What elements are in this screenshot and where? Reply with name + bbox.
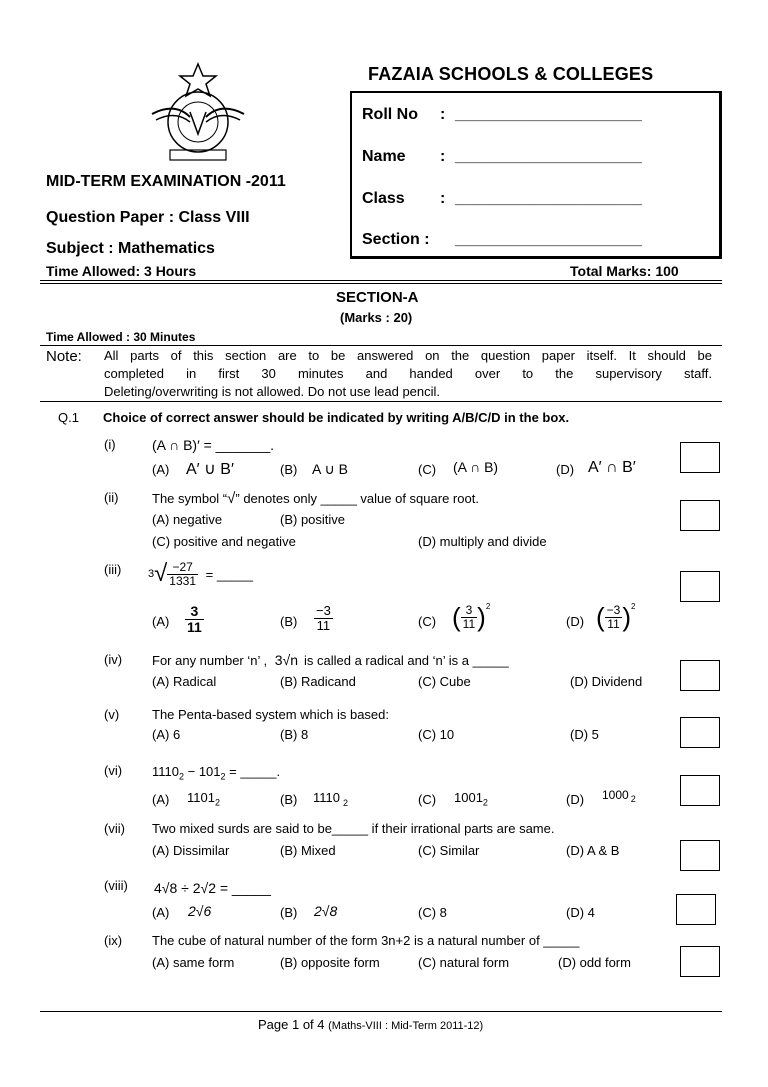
answer-box[interactable] [680,775,720,806]
part-id: (vii) [104,821,125,836]
part-id: (iv) [104,652,123,667]
school-name: FAZAIA SCHOOLS & COLLEGES [368,64,654,84]
option-value: 1000 $_2$ [602,788,636,805]
part-stem: The cube of natural number of the form 3n+2 is a natural number of _____ [152,933,580,948]
option-label: (D) [566,792,585,807]
option: (A) same form [152,955,235,970]
part-stem: $1110_2 - 101_2$ = _____. [152,764,281,782]
part-id: (viii) [104,878,128,893]
part-id: (v) [104,707,120,722]
option-label: (B) [280,792,298,807]
section-time: Time Allowed : 30 Minutes [46,330,196,344]
part-id: (vi) [104,763,123,778]
note-rule-top [40,345,722,346]
option: (A) Dissimilar [152,843,230,858]
option-label: (D) [556,462,575,477]
option-value: A′ ∪ B′ [186,461,234,478]
note-rule-bottom [40,401,722,402]
option: (C) natural form [418,955,510,970]
roll-no-blank[interactable]: _____________________ [455,106,642,123]
question-instruction: Choice of correct answer should be indicated by writing A/B/C/D in the box. [103,410,570,425]
section-blank[interactable]: _____________________ [455,231,642,248]
option: (C) 8 [418,905,447,920]
subject-title: Subject : Mathematics [46,240,215,257]
header-rule-2 [40,283,722,284]
note-label: Note: [46,348,82,365]
option-label: (C) [418,614,437,629]
option: (D) multiply and divide [418,534,547,549]
option: (D) Dividend [570,674,643,689]
option-value: ( $\frac{3}{11}$ )$^2$ [452,602,491,632]
part-stem: Two mixed surds are said to be_____ if their irrational parts are same. [152,821,555,836]
option: (B) Radicand [280,674,356,689]
time-allowed: Time Allowed: 3 Hours [46,263,197,279]
paper-title: Question Paper : Class VIII [46,209,250,226]
answer-box[interactable] [680,571,720,602]
answer-box[interactable] [676,894,716,925]
answer-box[interactable] [680,946,720,977]
option: (B) 8 [280,727,309,742]
roll-no-label: Roll No [362,106,418,123]
option-value: $\frac{3}{11}$ [187,603,202,635]
answer-box[interactable] [680,717,720,748]
option-value: 2√8 [314,903,338,919]
class-blank[interactable]: _____________________ [455,190,642,207]
option-label: (B) [280,905,298,920]
part-stem: The Penta-based system which is based: [152,707,390,722]
note-line-1: All parts of this section are to be answered on the question paper itself. It should be [104,348,712,363]
option-value: $1001_2$ [454,790,488,808]
part-stem: (A ∩ B)′ = _______. [152,437,275,453]
part-id: (ii) [104,490,119,505]
name-sep: : [440,148,446,165]
option: (D) A & B [566,843,620,858]
question-number: Q.1 [58,410,79,425]
part-stem: For any number ‘n’ , 3√n is called a radical and ‘n’ is a _____ [152,652,509,668]
option-label: (A) [152,792,170,807]
option-label: (C) [418,462,437,477]
option: (B) opposite form [280,955,380,970]
footer-rule [40,1011,722,1012]
section-title: SECTION-A [336,289,419,306]
option-value: 1110 $_2$ [313,790,349,808]
part-id: (iii) [104,562,122,577]
option-value: A′ ∩ B′ [588,459,636,476]
option-label: (A) [152,462,170,477]
roll-no-sep: : [440,106,446,123]
answer-box[interactable] [680,660,720,691]
name-blank[interactable]: _____________________ [455,148,642,165]
option-label: (A) [152,614,170,629]
note-line-2: completed in first 30 minutes and handed over to the supervisory staff. [104,366,712,381]
answer-box[interactable] [680,840,720,871]
class-label: Class [362,190,405,207]
answer-box[interactable] [680,500,720,531]
option-value: $1101_2$ [187,790,220,808]
option: (A) 6 [152,727,181,742]
option: (A) negative [152,512,223,527]
option: (B) positive [280,512,346,527]
option-label: (A) [152,905,170,920]
part-stem: 3√ $\frac{-27}{1331}$ = _____ [148,559,253,588]
section-marks: (Marks : 20) [340,310,413,325]
option: (D) 4 [566,905,595,920]
option: (B) Mixed [280,843,336,858]
option-value: ( $\frac{-3}{11}$ )$^2$ [596,602,636,632]
class-sep: : [440,190,446,207]
option: (C) Similar [418,843,480,858]
exam-title: MID-TERM EXAMINATION -2011 [46,173,286,190]
page-number: Page 1 of 4 (Maths-VIII : Mid-Term 2011-12) [258,1017,484,1032]
option: (C) 10 [418,727,455,742]
answer-box[interactable] [680,442,720,473]
option-label: (B) [280,462,298,477]
option-label: (C) [418,792,437,807]
option: (A) Radical [152,674,217,689]
school-logo [150,62,250,172]
option: (D) 5 [570,727,599,742]
total-marks: Total Marks: 100 [570,263,679,279]
section-label: Section : [362,231,430,248]
name-label: Name [362,148,406,165]
part-stem: The symbol “√” denotes only _____ value of square root. [152,490,479,507]
option-value: A ∪ B [312,461,348,477]
option-value: $\frac{-3}{11}$ [316,603,331,633]
option: (C) Cube [418,674,471,689]
option: (C) positive and negative [152,534,296,549]
part-id: (i) [104,437,116,452]
part-id: (ix) [104,933,123,948]
option-value: 2√6 [188,903,212,919]
part-stem: 4√8 ÷ 2√2 = _____ [154,880,271,896]
option-label: (D) [566,614,585,629]
header-rule [40,280,722,281]
option-value: (A ∩ B) [453,459,499,475]
option-label: (B) [280,614,298,629]
note-line-3: Deleting/overwriting is not allowed. Do not use lead pencil. [104,384,441,399]
option: (D) odd form [558,955,631,970]
